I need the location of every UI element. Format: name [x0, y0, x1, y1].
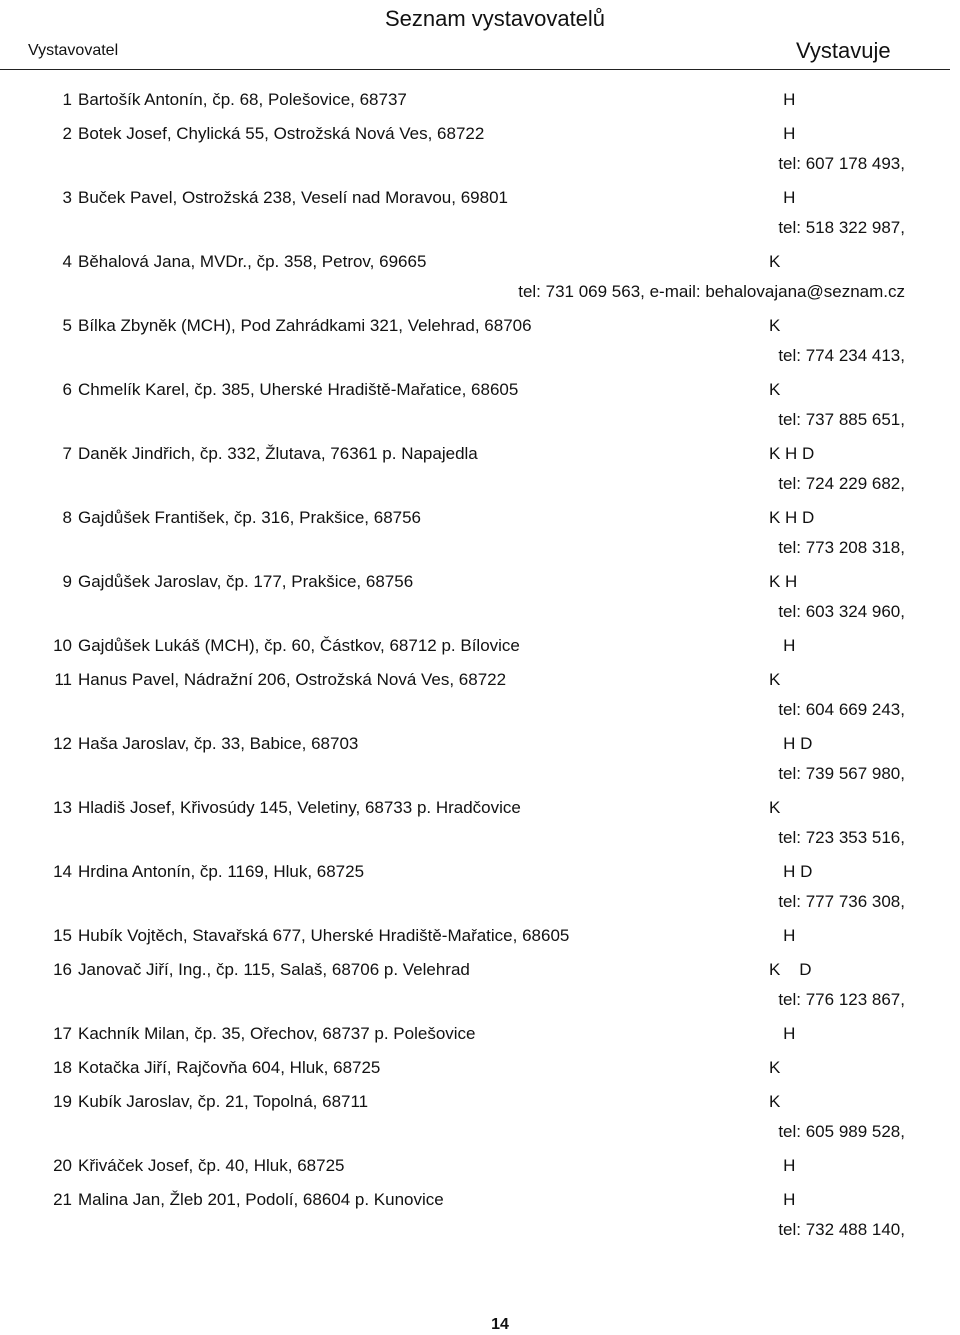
entry-contact: tel: 518 322 987, [778, 218, 905, 237]
entry-contact-row [0, 602, 960, 632]
page-title: Seznam vystavovatelů [384, 6, 606, 31]
list-item [0, 858, 960, 892]
entry-name-address: Daněk Jindřich, čp. 332, Žlutava, 76361 p. Napajedla [78, 444, 478, 463]
list-item [0, 794, 960, 828]
entry-contact: tel: 723 353 516, [778, 828, 905, 847]
entry-number: 14 [53, 862, 72, 881]
entry-contact: tel: 777 736 308, [778, 892, 905, 911]
entry-exhibit-codes: H D [769, 862, 813, 881]
entry-contact-row [0, 764, 960, 794]
column-header-exhibits: Vystavuje [796, 38, 891, 63]
entry-name-address: Hubík Vojtěch, Stavařská 677, Uherské Hradiště-Mařatice, 68605 [78, 926, 570, 945]
entry-contact-row [0, 892, 960, 922]
entry-contact-row [0, 700, 960, 730]
entry-exhibit-codes: H [769, 1156, 796, 1175]
entry-name-address: Bílka Zbyněk (MCH), Pod Zahrádkami 321, Velehrad, 68706 [78, 316, 532, 335]
entry-name-address: Chmelík Karel, čp. 385, Uherské Hradiště-Mařatice, 68605 [78, 380, 519, 399]
entry-contact: tel: 774 234 413, [778, 346, 905, 365]
entry-number: 4 [62, 252, 72, 271]
entry-contact-row [0, 218, 960, 248]
list-item [0, 504, 960, 538]
entry-name-address: Kubík Jaroslav, čp. 21, Topolná, 68711 [78, 1092, 369, 1111]
entry-contact: tel: 603 324 960, [778, 602, 905, 621]
entry-exhibit-codes: H D [769, 734, 813, 753]
entry-contact-row [0, 346, 960, 376]
entry-exhibit-codes: K H D [769, 444, 815, 463]
entry-name-address: Kachník Milan, čp. 35, Ořechov, 68737 p. Polešovice [78, 1024, 476, 1043]
list-item [0, 1152, 960, 1186]
entry-name-address: Kotačka Jiří, Rajčovňa 604, Hluk, 68725 [78, 1058, 381, 1077]
entry-name-address: Botek Josef, Chylická 55, Ostrožská Nová Ves, 68722 [78, 124, 485, 143]
entry-name-address: Gajdůšek Lukáš (MCH), čp. 60, Částkov, 68712 p. Bílovice [78, 636, 520, 655]
entry-number: 13 [53, 798, 72, 817]
entry-contact: tel: 724 229 682, [778, 474, 905, 493]
entry-exhibit-codes: K [769, 670, 781, 689]
column-header-exhibitor: Vystavovatel [28, 42, 119, 59]
entry-exhibit-codes: K [769, 1092, 781, 1111]
list-item [0, 922, 960, 956]
list-item [0, 376, 960, 410]
entry-name-address: Hanus Pavel, Nádražní 206, Ostrožská Nová Ves, 68722 [78, 670, 507, 689]
entry-exhibit-codes: H [769, 1024, 796, 1043]
entry-number: 15 [53, 926, 72, 945]
list-item [0, 312, 960, 346]
entry-name-address: Gajdůšek Jaroslav, čp. 177, Prakšice, 68756 [78, 572, 414, 591]
entry-name-address: Haša Jaroslav, čp. 33, Babice, 68703 [78, 734, 359, 753]
entry-exhibit-codes: H [769, 926, 796, 945]
list-item [0, 730, 960, 764]
entry-number: 12 [53, 734, 72, 753]
entry-number: 9 [62, 572, 72, 591]
entry-name-address: Hrdina Antonín, čp. 1169, Hluk, 68725 [78, 862, 365, 881]
entry-name-address: Bartošík Antonín, čp. 68, Polešovice, 68737 [78, 90, 407, 109]
entry-contact-row [0, 990, 960, 1020]
entry-name-address: Běhalová Jana, MVDr., čp. 358, Petrov, 69665 [78, 252, 427, 271]
list-item [0, 632, 960, 666]
entry-contact: tel: 732 488 140, [778, 1220, 905, 1239]
entry-number: 19 [53, 1092, 72, 1111]
entry-name-address: Janovač Jiří, Ing., čp. 115, Salaš, 68706 p. Velehrad [78, 960, 470, 979]
entry-contact: tel: 604 669 243, [778, 700, 905, 719]
list-item [0, 184, 960, 218]
entry-number: 10 [53, 636, 72, 655]
entry-number: 7 [62, 444, 72, 463]
entry-exhibit-codes: K [769, 1058, 781, 1077]
list-item [0, 1088, 960, 1122]
list-item [0, 956, 960, 990]
entry-exhibit-codes: K [769, 252, 781, 271]
entry-number: 3 [62, 188, 72, 207]
list-item [0, 440, 960, 474]
entry-number: 16 [53, 960, 72, 979]
entry-exhibit-codes: H [769, 90, 796, 109]
entry-exhibit-codes: K [769, 380, 781, 399]
entry-number: 21 [53, 1190, 72, 1209]
entry-contact: tel: 737 885 651, [778, 410, 905, 429]
entry-contact-row [0, 538, 960, 568]
entry-number: 11 [54, 670, 72, 689]
entry-contact-row [0, 154, 960, 184]
list-item [0, 248, 960, 282]
entry-exhibit-codes: H [769, 188, 796, 207]
header-divider [0, 69, 950, 70]
entry-contact: tel: 605 989 528, [778, 1122, 905, 1141]
entry-exhibit-codes: H [769, 1190, 796, 1209]
entry-number: 5 [62, 316, 72, 335]
list-item [0, 666, 960, 700]
entry-contact-row [0, 474, 960, 504]
entry-exhibit-codes: K H D [769, 508, 815, 527]
entry-contact-row [0, 1122, 960, 1152]
entry-contact: tel: 739 567 980, [778, 764, 905, 783]
list-item [0, 1186, 960, 1220]
list-item [0, 1054, 960, 1088]
entry-contact: tel: 607 178 493, [778, 154, 905, 173]
entry-name-address: Malina Jan, Žleb 201, Podolí, 68604 p. Kunovice [78, 1190, 444, 1209]
entry-exhibit-codes: K H [769, 572, 798, 591]
entry-exhibit-codes: H [769, 636, 796, 655]
entry-contact-row [0, 828, 960, 858]
entry-number: 20 [53, 1156, 72, 1175]
entry-contact-row [0, 410, 960, 440]
entry-exhibit-codes: K D [769, 960, 812, 979]
entry-contact-row [0, 1220, 960, 1250]
entry-exhibit-codes: H [769, 124, 796, 143]
entry-contact: tel: 776 123 867, [778, 990, 905, 1009]
entry-contact-row [0, 282, 960, 312]
page-number: 14 [491, 1316, 509, 1333]
list-item [0, 86, 960, 120]
entry-contact: tel: 773 208 318, [778, 538, 905, 557]
entry-exhibit-codes: K [769, 798, 781, 817]
entry-name-address: Křiváček Josef, čp. 40, Hluk, 68725 [78, 1156, 345, 1175]
entry-exhibit-codes: K [769, 316, 781, 335]
entry-number: 17 [53, 1024, 72, 1043]
list-item [0, 568, 960, 602]
exhibitor-list [0, 86, 960, 1250]
list-item [0, 120, 960, 154]
entry-number: 1 [62, 90, 72, 109]
entry-contact: tel: 731 069 563, e-mail: behalovajana@seznam.cz [518, 282, 905, 301]
entry-name-address: Gajdůšek František, čp. 316, Prakšice, 68756 [78, 508, 422, 527]
entry-name-address: Hladiš Josef, Křivosúdy 145, Veletiny, 68733 p. Hradčovice [78, 798, 521, 817]
entry-number: 18 [53, 1058, 72, 1077]
entry-number: 2 [62, 124, 72, 143]
entry-number: 6 [62, 380, 72, 399]
entry-name-address: Buček Pavel, Ostrožská 238, Veselí nad Moravou, 69801 [78, 188, 508, 207]
list-item [0, 1020, 960, 1054]
entry-number: 8 [62, 508, 72, 527]
